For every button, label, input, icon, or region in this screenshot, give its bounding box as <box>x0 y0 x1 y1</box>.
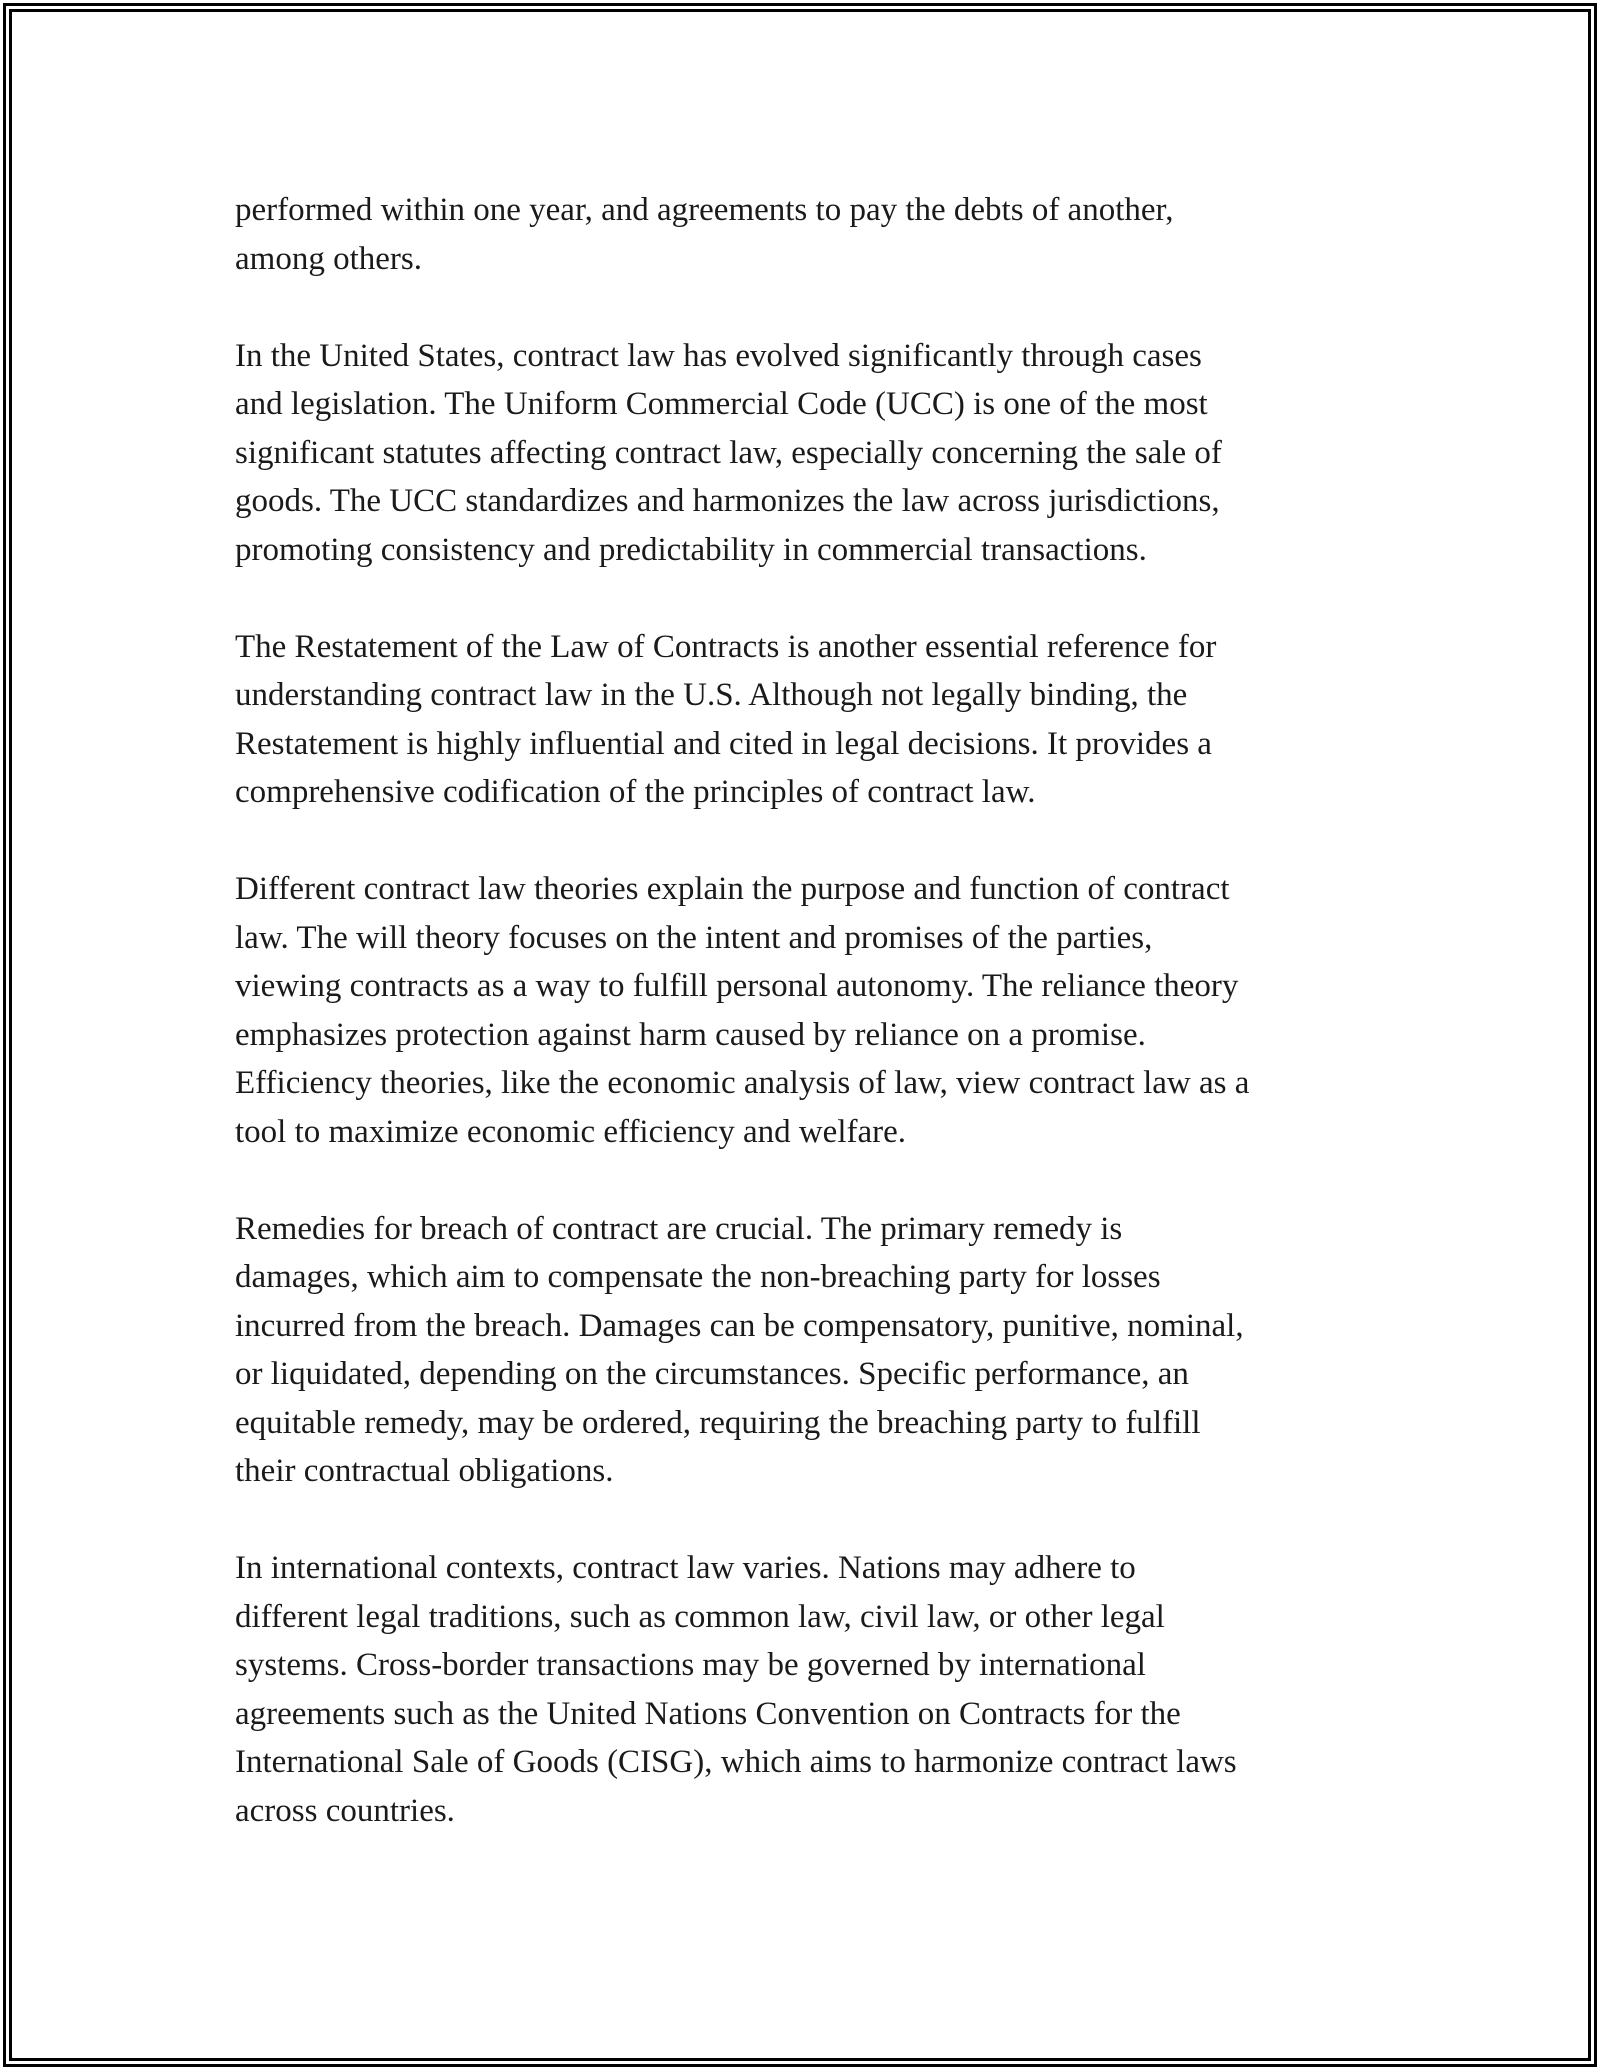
text-line: Remedies for breach of contract are crucial. The primary remedy is <box>235 1210 1123 1247</box>
text-line: law. The will theory focuses on the intent and promises of the parties, <box>235 919 1153 956</box>
text-line: emphasizes protection against harm caused by reliance on a promise. <box>235 1016 1146 1053</box>
text-line: performed within one year, and agreements to pay the debts of another, <box>235 192 1174 228</box>
paragraph-contract-theories <box>235 865 1385 1156</box>
text-line: significant statutes affecting contract law, especially concerning the sale of <box>235 434 1222 471</box>
text-line: incurred from the breach. Damages can be compensatory, punitive, nominal, <box>235 1307 1244 1344</box>
paragraph-international <box>235 1544 1385 1835</box>
text-line: across countries. <box>235 1792 455 1829</box>
text-line: or liquidated, depending on the circumstances. Specific performance, an <box>235 1356 1189 1392</box>
document-body <box>235 186 1385 1884</box>
text-line: agreements such as the United Nations Convention on Contracts for the <box>235 1695 1181 1732</box>
text-line: systems. Cross-border transactions may be governed by international <box>235 1647 1146 1683</box>
paragraph-contract-formalities <box>235 186 1385 283</box>
text-line: and legislation. The Uniform Commercial Code (UCC) is one of the most <box>235 386 1208 422</box>
text-line: International Sale of Goods (CISG), which aims to harmonize contract laws <box>235 1744 1237 1780</box>
paragraph-remedies <box>235 1205 1385 1496</box>
text-line: viewing contracts as a way to fulfill personal autonomy. The reliance theory <box>235 968 1239 1004</box>
text-line: tool to maximize economic efficiency and welfare. <box>235 1113 907 1150</box>
text-line: In the United States, contract law has evolved significantly through cases <box>235 337 1202 374</box>
text-line: equitable remedy, may be ordered, requiring the breaching party to fulfill <box>235 1404 1201 1441</box>
text-line: their contractual obligations. <box>235 1453 614 1489</box>
text-line: Restatement is highly influential and cited in legal decisions. It provides a <box>235 725 1212 762</box>
text-line: goods. The UCC standardizes and harmonizes the law across jurisdictions, <box>235 483 1220 519</box>
text-line: Different contract law theories explain the purpose and function of contract <box>235 871 1230 907</box>
text-line: promoting consistency and predictability in commercial transactions. <box>235 531 1147 568</box>
text-line: comprehensive codification of the principles of contract law. <box>235 774 1036 810</box>
text-line: understanding contract law in the U.S. Although not legally binding, the <box>235 677 1188 713</box>
paragraph-restatement <box>235 623 1385 817</box>
text-line: different legal traditions, such as common law, civil law, or other legal <box>235 1598 1165 1635</box>
text-line: The Restatement of the Law of Contracts is another essential reference for <box>235 628 1217 665</box>
text-line: damages, which aim to compensate the non-breaching party for losses <box>235 1259 1161 1295</box>
text-line: among others. <box>235 240 422 277</box>
text-line: Efficiency theories, like the economic analysis of law, view contract law as a <box>235 1065 1250 1101</box>
paragraph-us-contract-law <box>235 332 1385 575</box>
text-line: In international contexts, contract law varies. Nations may adhere to <box>235 1550 1136 1586</box>
